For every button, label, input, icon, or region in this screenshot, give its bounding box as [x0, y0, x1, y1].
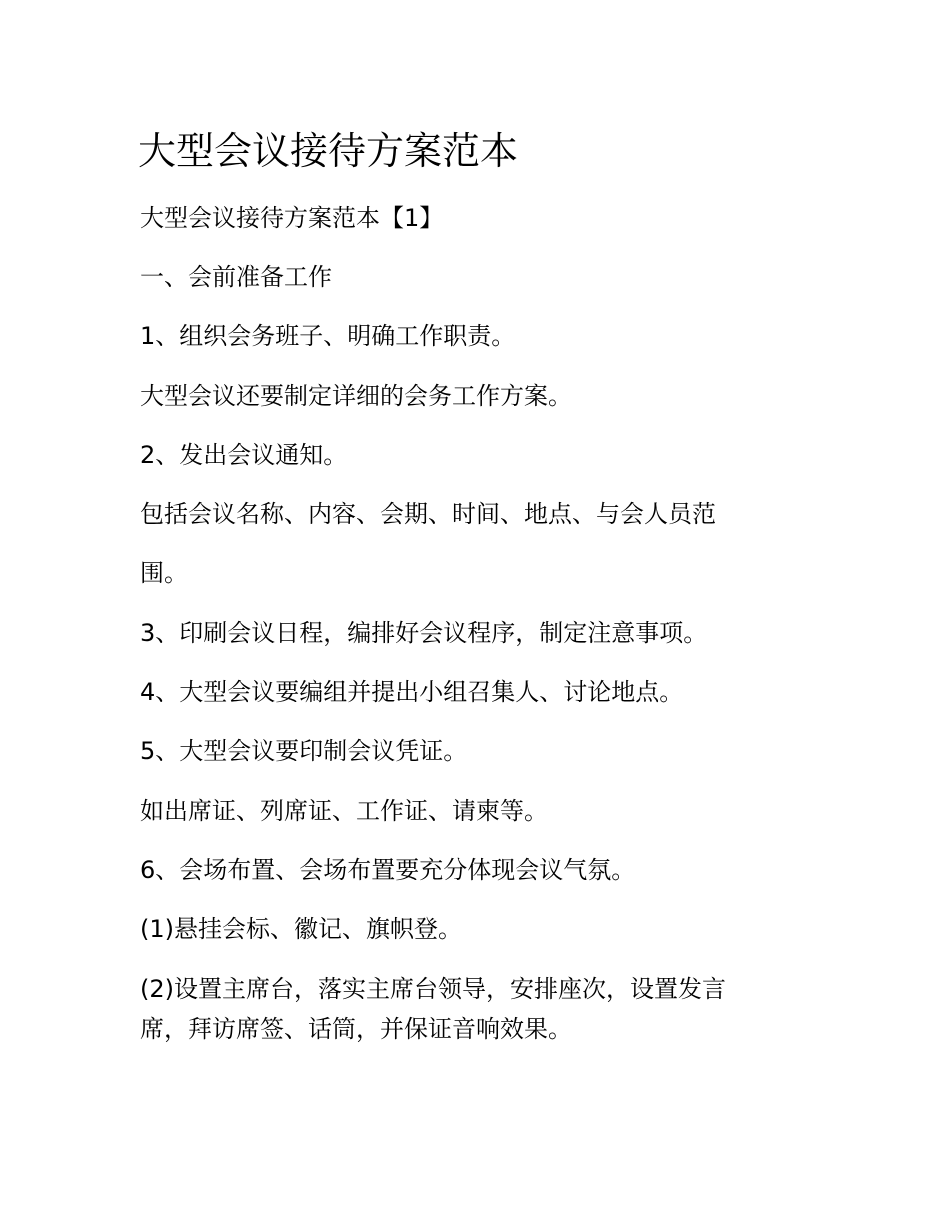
paragraph-line: 包括会议名称、内容、会期、时间、地点、与会人员范 [140, 500, 716, 528]
paragraph-line: 4、大型会议要编组并提出小组召集人、讨论地点。 [140, 678, 684, 706]
paragraph-line: 大型会议还要制定详细的会务工作方案。 [140, 382, 572, 410]
paragraph-line: (1)悬挂会标、徽记、旗帜登。 [140, 915, 462, 943]
paragraph-line: 席，拜访席签、话筒，并保证音响效果。 [140, 1015, 572, 1043]
paragraph-line: 如出席证、列席证、工作证、请柬等。 [140, 797, 548, 825]
paragraph-line: 1、组织会务班子、明确工作职责。 [140, 322, 516, 350]
document-subtitle: 大型会议接待方案范本【1】 [140, 204, 444, 232]
document-title: 大型会议接待方案范本 [138, 129, 519, 173]
paragraph-line: 3、印刷会议日程，编排好会议程序，制定注意事项。 [140, 619, 708, 647]
section-heading: 一、会前准备工作 [140, 263, 332, 291]
paragraph-line: (2)设置主席台，落实主席台领导，安排座次，设置发言 [140, 975, 726, 1003]
paragraph-line: 2、发出会议通知。 [140, 441, 348, 469]
paragraph-line: 5、大型会议要印制会议凭证。 [140, 737, 468, 765]
paragraph-line: 6、会场布置、会场布置要充分体现会议气氛。 [140, 856, 636, 884]
paragraph-line: 围。 [140, 559, 188, 587]
